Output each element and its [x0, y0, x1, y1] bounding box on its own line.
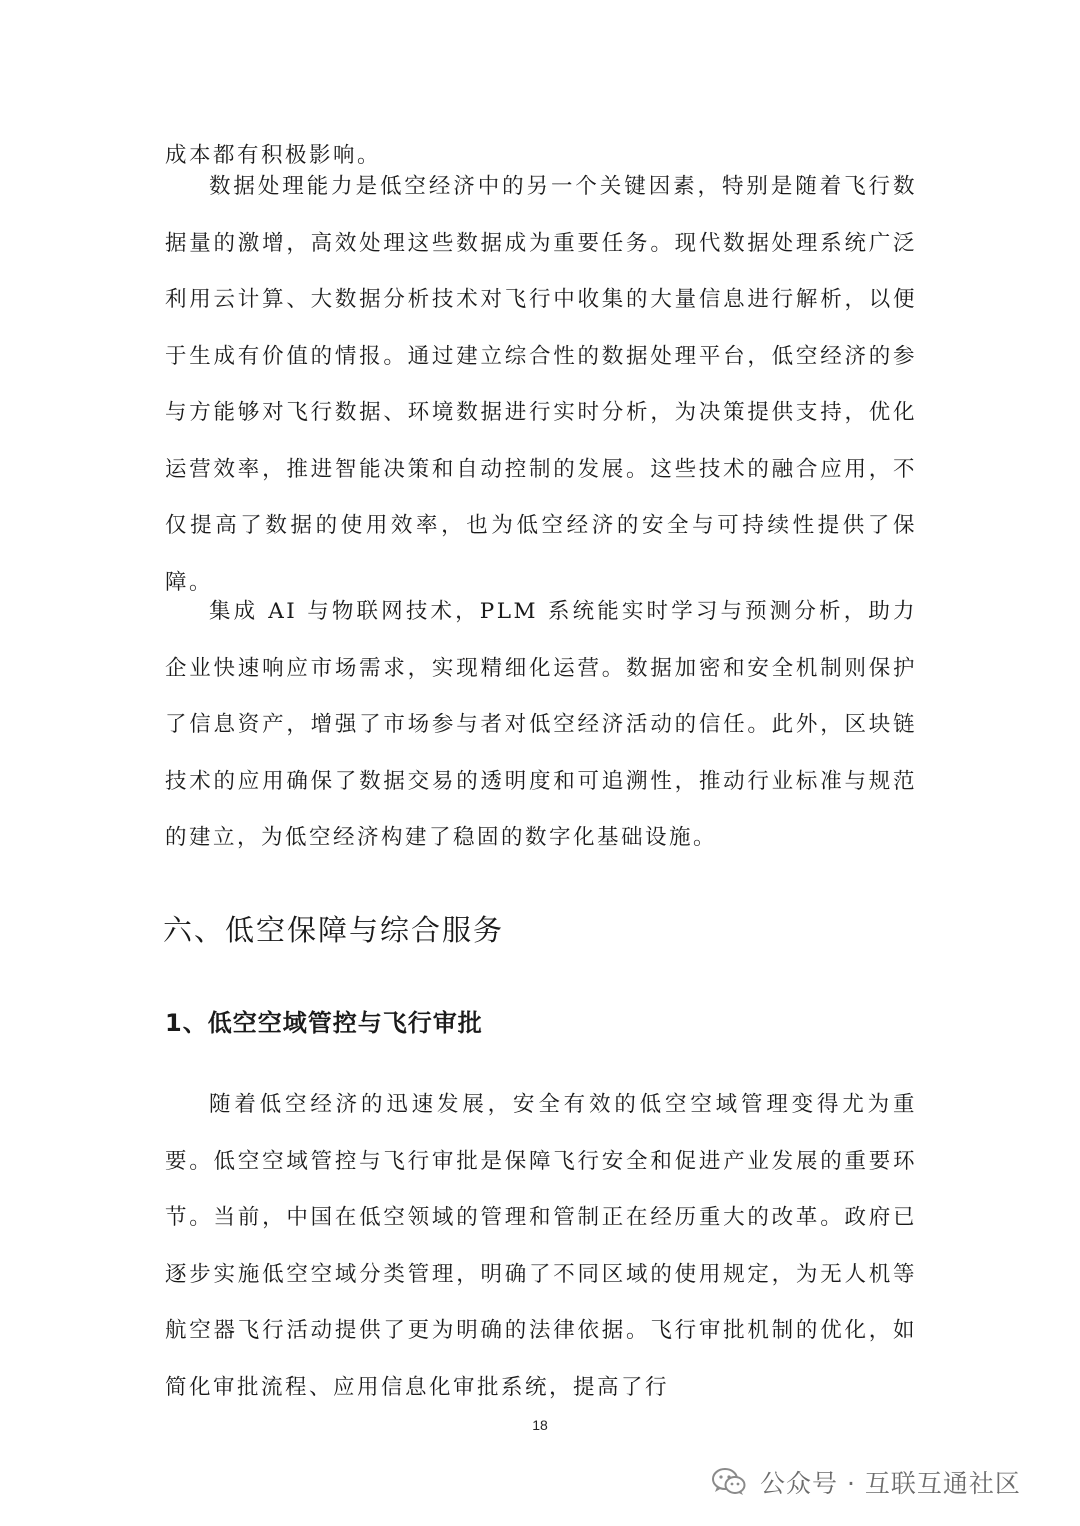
- paragraph-ai-iot: 集成 AI 与物联网技术，PLM 系统能实时学习与预测分析，助力企业快速响应市场需求，实现精细化运营。数据加密和安全机制则保护了信息资产，增强了市场参与者对低空经济活动的信任。此外，区块链技术的应用确保了数据交易的透明度和可追溯性，推动行业标准与规范的建立，为低空经济构建了稳固的数字化基础设施。: [165, 599, 917, 850]
- subsection-heading: 1、低空空域管控与飞行审批: [165, 1009, 483, 1037]
- paragraph-data-processing: 数据处理能力是低空经济中的另一个关键因素，特别是随着飞行数据量的激增，高效处理这些数据成为重要任务。现代数据处理系统广泛利用云计算、大数据分析技术对飞行中收集的大量信息进行解析，以便于生成有价值的情报。通过建立综合性的数据处理平台，低空经济的参与方能够对飞行数据、环境数据进行实时分析，为决策提供支持，优化运营效率，推进智能决策和自动控制的发展。这些技术的融合应用，不仅提高了数据的使用效率，也为低空经济的安全与可持续性提供了保障。: [165, 174, 917, 595]
- page-number: 18: [532, 1417, 548, 1433]
- watermark-text: 公众号 · 互联互通社区: [760, 1469, 1021, 1498]
- paragraph-airspace-control: 随着低空经济的迅速发展，安全有效的低空空域管理变得尤为重要。低空空域管控与飞行审批是保障飞行安全和促进产业发展的重要环节。当前，中国在低空领域的管理和管制正在经历重大的改革。政府已逐步实施低空空域分类管理，明确了不同区域的使用规定，为无人机等航空器飞行活动提供了更为明确的法律依据。飞行审批机制的优化，如简化审批流程、应用信息化审批系统，提高了行: [165, 1092, 917, 1400]
- paragraph-continuation: 成本都有积极影响。: [165, 143, 382, 168]
- section-heading: 六、低空保障与综合服务: [163, 913, 505, 947]
- watermark: [712, 1462, 1021, 1502]
- wechat-icon: [712, 1468, 746, 1496]
